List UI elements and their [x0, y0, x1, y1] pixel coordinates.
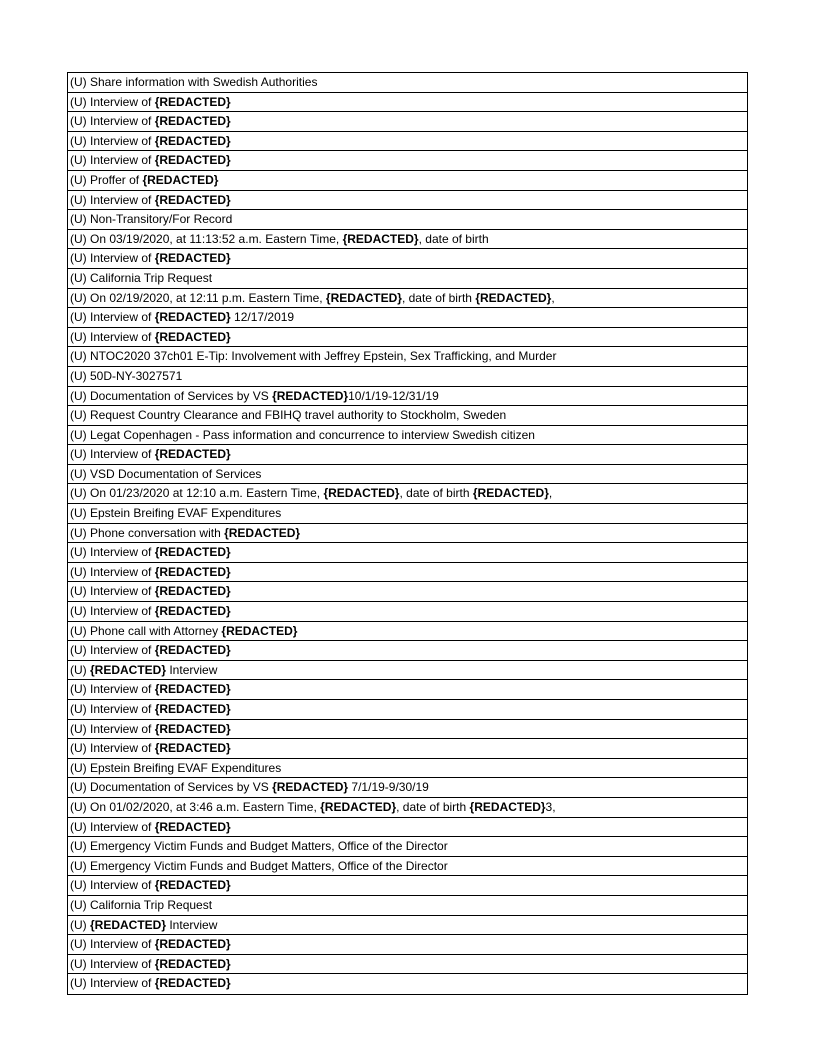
table-row	[68, 249, 747, 269]
row-text: (U)	[70, 917, 90, 932]
row-text: , date of birth	[399, 486, 473, 501]
row-text: (U) Emergency Victim Funds and Budget Matters, Office of the Director	[70, 858, 448, 873]
row-text: (U) On 03/19/2020, at 11:13:52 a.m. Eastern Time,	[70, 231, 343, 246]
table-row	[68, 308, 747, 328]
row-text: (U) Phone call with Attorney	[70, 623, 222, 638]
table-row	[68, 524, 747, 544]
redacted-text: {REDACTED}	[154, 937, 231, 952]
redacted-text: {REDACTED}	[154, 114, 231, 129]
table-row	[68, 974, 747, 994]
redacted-text: {REDACTED}	[154, 702, 231, 716]
table-row	[68, 445, 747, 465]
redacted-text: {REDACTED}	[472, 486, 549, 501]
redacted-text: {REDACTED}	[154, 192, 231, 207]
redacted-text: {REDACTED}	[154, 682, 231, 697]
table-row	[68, 406, 747, 426]
table-row	[68, 582, 747, 602]
redacted-text: {REDACTED}	[154, 133, 231, 148]
row-text: (U) Phone conversation with	[70, 525, 225, 540]
redacted-text: {REDACTED}	[323, 486, 400, 501]
row-text: 12/17/2019	[230, 310, 295, 325]
row-text: (U) Interview of	[70, 937, 155, 952]
table-row	[68, 73, 747, 93]
row-text: (U) Interview of	[70, 192, 155, 207]
row-text: (U) Interview of	[70, 564, 155, 579]
row-text: (U) Interview of	[70, 94, 155, 109]
row-text: (U) Interview of	[70, 584, 155, 599]
row-text: 3,	[545, 799, 556, 814]
redacted-text: {REDACTED}	[154, 545, 231, 560]
table-row	[68, 857, 747, 877]
row-text: Interview	[166, 662, 218, 677]
row-text: (U) On 02/19/2020, at 12:11 p.m. Eastern Time,	[70, 290, 326, 305]
table-row	[68, 602, 747, 622]
row-text: , date of birth	[418, 231, 489, 246]
table-row	[68, 818, 747, 838]
redacted-text: {REDACTED}	[154, 584, 231, 599]
redacted-text: {REDACTED}	[154, 153, 231, 168]
row-text: (U) Interview of	[70, 114, 155, 129]
row-text: (U) Interview of	[70, 545, 155, 560]
row-text: (U) Interview of	[70, 956, 155, 971]
table-row	[68, 661, 747, 681]
table-row	[68, 112, 747, 132]
redacted-text: {REDACTED}	[142, 172, 219, 187]
row-text: (U) Interview of	[70, 721, 155, 736]
redacted-text: {REDACTED}	[154, 878, 231, 893]
row-text: (U) Emergency Victim Funds and Budget Matters, Office of the Director	[70, 839, 448, 854]
table-row	[68, 328, 747, 348]
table-row	[68, 935, 747, 955]
redacted-text: {REDACTED}	[154, 329, 231, 344]
row-text: (U) Interview of	[70, 251, 155, 266]
table-row	[68, 916, 747, 936]
redacted-text: {REDACTED}	[90, 917, 167, 932]
redacted-text: {REDACTED}	[221, 623, 298, 638]
row-text: (U) Interview of	[70, 878, 155, 893]
row-text: (U) Request Country Clearance and FBIHQ travel authority to Stockholm, Sweden	[70, 408, 507, 423]
row-text: (U) Epstein Breifing EVAF Expenditures	[70, 760, 282, 775]
row-text: (U) Interview of	[70, 643, 155, 658]
row-text: (U) Interview of	[70, 976, 155, 991]
redacted-text: {REDACTED}	[272, 780, 349, 795]
table-row	[68, 876, 747, 896]
redacted-text: {REDACTED}	[154, 956, 231, 971]
table-row	[68, 347, 747, 367]
redacted-text: {REDACTED}	[90, 662, 167, 677]
row-text: 10/1/19-12/31/19	[348, 388, 439, 403]
row-text: (U) Interview of	[70, 604, 155, 619]
table-row	[68, 465, 747, 485]
table-row	[68, 778, 747, 798]
row-text: (U) Interview of	[70, 702, 155, 716]
redacted-text: {REDACTED}	[154, 741, 231, 756]
table-row	[68, 739, 747, 759]
row-text: (U) Interview of	[70, 447, 155, 462]
table-row	[68, 798, 747, 818]
table-row	[68, 210, 747, 230]
row-text: (U) Legat Copenhagen - Pass information and concurrence to interview Swedish citizen	[70, 427, 535, 442]
redacted-text: {REDACTED}	[154, 251, 231, 266]
row-text: (U) VSD Documentation of Services	[70, 466, 262, 481]
redacted-text: {REDACTED}	[154, 94, 231, 109]
table-row	[68, 563, 747, 583]
table-row	[68, 759, 747, 779]
table-row	[68, 680, 747, 700]
row-text: Interview	[166, 917, 218, 932]
row-text: (U) Epstein Breifing EVAF Expenditures	[70, 506, 282, 521]
row-text: (U) 50D-NY-3027571	[70, 368, 183, 383]
table-row	[68, 132, 747, 152]
table-row	[68, 837, 747, 857]
table-row	[68, 230, 747, 250]
redacted-text: {REDACTED}	[342, 231, 419, 246]
redacted-text: {REDACTED}	[469, 799, 546, 814]
table-row	[68, 641, 747, 661]
row-text: ,	[551, 290, 555, 305]
table-row	[68, 151, 747, 171]
redacted-text: {REDACTED}	[154, 604, 231, 619]
row-text: (U) Non-Transitory/For Record	[70, 212, 233, 227]
table-row	[68, 700, 747, 720]
row-text: (U) On 01/23/2020 at 12:10 a.m. Eastern Time,	[70, 486, 324, 501]
row-text: 7/1/19-9/30/19	[348, 780, 429, 795]
row-text: (U) Interview of	[70, 682, 155, 697]
row-text: (U) Interview of	[70, 819, 155, 834]
table-row	[68, 720, 747, 740]
row-text: (U) Interview of	[70, 153, 155, 168]
redacted-text: {REDACTED}	[475, 290, 552, 305]
redacted-text: {REDACTED}	[154, 310, 231, 325]
row-text: (U) Documentation of Services by VS	[70, 388, 273, 403]
table-row	[68, 289, 747, 309]
row-text: (U)	[70, 662, 90, 677]
table-row	[68, 622, 747, 642]
table-row	[68, 426, 747, 446]
row-text: (U) California Trip Request	[70, 897, 213, 912]
table-row	[68, 171, 747, 191]
redacted-text: {REDACTED}	[154, 976, 231, 991]
row-text: (U) NTOC2020 37ch01 E-Tip: Involvement with Jeffrey Epstein, Sex Trafficking, and Murder	[70, 349, 557, 364]
row-text: (U) Interview of	[70, 133, 155, 148]
redacted-text: {REDACTED}	[320, 799, 397, 814]
row-text: (U) Documentation of Services by VS	[70, 780, 273, 795]
document-table	[67, 72, 748, 995]
row-text: (U) Interview of	[70, 741, 155, 756]
row-text: , date of birth	[401, 290, 476, 305]
table-row	[68, 896, 747, 916]
table-row	[68, 955, 747, 975]
table-row	[68, 484, 747, 504]
table-row	[68, 367, 747, 387]
row-text: , date of birth	[396, 799, 470, 814]
row-text: (U) California Trip Request	[70, 270, 213, 285]
redacted-text: {REDACTED}	[154, 721, 231, 736]
row-text: ,	[548, 486, 553, 501]
row-text: (U) Interview of	[70, 310, 155, 325]
table-row	[68, 93, 747, 113]
row-text: (U) Interview of	[70, 329, 155, 344]
row-text: (U) On 01/02/2020, at 3:46 a.m. Eastern Time,	[70, 799, 321, 814]
table-row	[68, 387, 747, 407]
row-text: (U) Proffer of	[70, 172, 143, 187]
redacted-text: {REDACTED}	[154, 643, 231, 658]
table-row	[68, 191, 747, 211]
redacted-text: {REDACTED}	[154, 447, 231, 462]
redacted-text: {REDACTED}	[272, 388, 349, 403]
redacted-text: {REDACTED}	[224, 525, 301, 540]
redacted-text: {REDACTED}	[154, 819, 231, 834]
table-row	[68, 543, 747, 563]
row-text: (U) Share information with Swedish Authorities	[70, 75, 318, 89]
redacted-text: {REDACTED}	[154, 564, 231, 579]
redacted-text: {REDACTED}	[325, 290, 402, 305]
table-row	[68, 504, 747, 524]
table-row	[68, 269, 747, 289]
